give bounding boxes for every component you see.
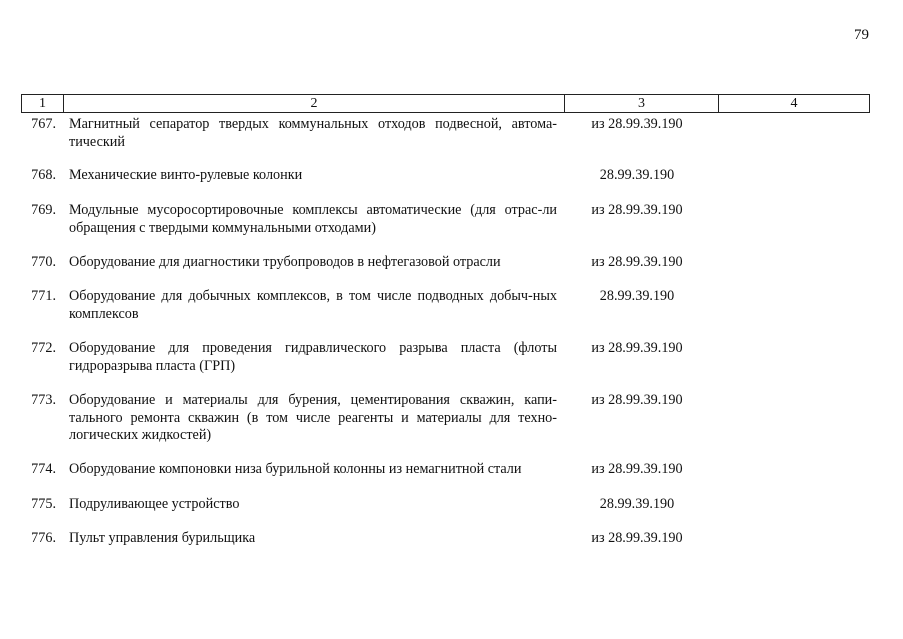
row-code: 28.99.39.190 xyxy=(599,496,675,512)
row-code: из 28.99.39.190 xyxy=(591,116,683,132)
table-row xyxy=(21,202,870,254)
row-name: Модульные мусоросортировочные комплексы автоматические (для отрас-ли обращения с твердыми коммунальными отходами) xyxy=(69,202,557,236)
row-name: Подруливающее устройство xyxy=(69,496,240,512)
table-row xyxy=(21,461,870,496)
row-code: из 28.99.39.190 xyxy=(591,392,683,408)
table-row xyxy=(21,254,870,288)
row-number: 768. xyxy=(31,167,56,183)
row-number: 770. xyxy=(31,254,56,270)
row-number: 771. xyxy=(31,288,56,304)
row-name: Оборудование для проведения гидравлического разрыва пласта (флоты гидроразрыва пласта (ГРП) xyxy=(69,340,557,374)
table-row xyxy=(21,340,870,392)
row-number: 774. xyxy=(31,461,56,477)
table-row xyxy=(21,496,870,530)
row-code: из 28.99.39.190 xyxy=(591,530,683,546)
row-name: Оборудование компоновки низа бурильной колонны из немагнитной стали xyxy=(69,461,522,477)
page-number: 79 xyxy=(854,27,869,43)
table-row xyxy=(21,288,870,340)
header-col-2: 2 xyxy=(64,95,565,112)
table-body xyxy=(21,116,870,564)
row-number: 769. xyxy=(31,202,56,218)
row-number: 775. xyxy=(31,496,56,512)
header-col-1: 1 xyxy=(22,95,64,112)
table-row xyxy=(21,167,870,202)
row-name: Пульт управления бурильщика xyxy=(69,530,256,546)
row-number: 776. xyxy=(31,530,56,546)
row-name: Магнитный сепаратор твердых коммунальных отходов подвесной, автома-тический xyxy=(69,116,557,150)
row-number: 767. xyxy=(31,116,56,132)
row-name: Оборудование для добычных комплексов, в том числе подводных добыч-ных комплексов xyxy=(69,288,557,322)
header-col-3: 3 xyxy=(565,95,719,112)
row-name: Оборудование для диагностики трубопроводов в нефтегазовой отрасли xyxy=(69,254,501,270)
row-name: Оборудование и материалы для бурения, цементирования скважин, капи-тального ремонта скважин (в том числе реагенты и материалы для техно-логических жидкостей) xyxy=(69,392,557,443)
table-header xyxy=(21,94,870,113)
row-code: из 28.99.39.190 xyxy=(591,254,683,270)
row-code: из 28.99.39.190 xyxy=(591,340,683,356)
row-code: из 28.99.39.190 xyxy=(591,461,683,477)
table-row xyxy=(21,392,870,461)
row-name: Механические винто-рулевые колонки xyxy=(69,167,303,183)
row-number: 772. xyxy=(31,340,56,356)
table-row xyxy=(21,530,870,564)
row-code: из 28.99.39.190 xyxy=(591,202,683,218)
row-number: 773. xyxy=(31,392,56,408)
row-code: 28.99.39.190 xyxy=(599,167,675,183)
table-row xyxy=(21,116,870,167)
row-code: 28.99.39.190 xyxy=(599,288,675,304)
header-col-4: 4 xyxy=(790,96,798,111)
